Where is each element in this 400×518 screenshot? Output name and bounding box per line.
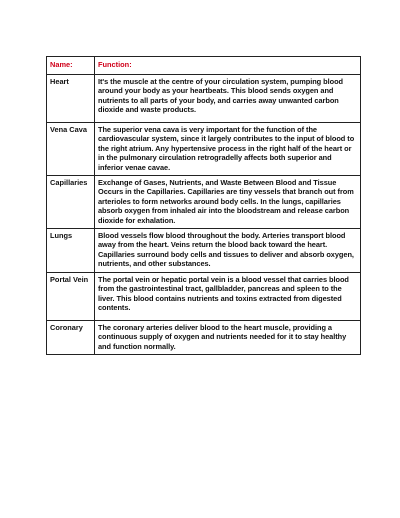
row-function-portal-vein: The portal vein or hepatic portal vein is a blood vessel that carries blood from the gastrointestinal tract, gallbladder, pancreas and spleen to the liver. This blood contains nutrients and toxins extracted from digested contents. — [95, 272, 361, 320]
row-name-vena-cava: Vena Cava — [47, 123, 95, 176]
row-name-capillaries: Capillaries — [47, 176, 95, 229]
table-row — [47, 229, 361, 273]
row-name-portal-vein: Portal Vein — [47, 272, 95, 320]
name-column-header: Name: — [47, 57, 95, 75]
table-row — [47, 123, 361, 176]
table-row — [47, 75, 361, 123]
row-name-heart: Heart — [47, 75, 95, 123]
function-column-header: Function: — [95, 57, 361, 75]
row-name-coronary: Coronary — [47, 320, 95, 354]
table-header-row — [47, 57, 361, 75]
row-function-vena-cava: The superior vena cava is very important for the function of the cardiovascular system, since it largely contributes to the input of blood to the right atrium. Any hypertensive process in the right half of the heart or in the pulmonary circulation retrogradelly affects both superior and inferior venae cavae. — [95, 123, 361, 176]
table-row — [47, 320, 361, 354]
row-function-lungs: Blood vessels flow blood throughout the body. Arteries transport blood away from the heart. Veins return the blood back toward the heart. Capillaries surround body cells and tissues to deliver and absorb oxygen, nutrients, and other substances. — [95, 229, 361, 273]
table-row — [47, 176, 361, 229]
organ-function-table — [46, 56, 361, 355]
table-row — [47, 272, 361, 320]
row-name-lungs: Lungs — [47, 229, 95, 273]
row-function-coronary: The coronary arteries deliver blood to the heart muscle, providing a continuous supply of oxygen and nutrients needed for it to stay healthy and function normally. — [95, 320, 361, 354]
row-function-heart: It's the muscle at the centre of your circulation system, pumping blood around your body as your heartbeats. This blood sends oxygen and nutrients to all parts of your body, and carries away unwanted carbon dioxide and waste products. — [95, 75, 361, 123]
row-function-capillaries: Exchange of Gases, Nutrients, and Waste Between Blood and Tissue Occurs in the Capillaries. Capillaries are tiny vessels that branch out from arterioles to form networks around body cells. In the lungs, capillaries absorb oxygen from inhaled air into the bloodstream and release carbon dioxide for exhalation. — [95, 176, 361, 229]
